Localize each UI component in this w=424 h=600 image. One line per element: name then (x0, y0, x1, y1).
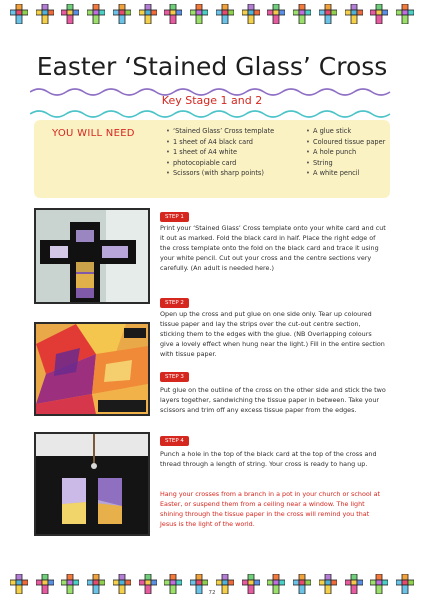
step-4-badge: STEP 4 (160, 436, 189, 446)
stained-glass-cross-icon (293, 4, 311, 24)
step-1-badge: STEP 1 (160, 212, 189, 222)
stained-glass-cross-icon (216, 4, 234, 24)
material-item: • ‘Stained Glass’ Cross template (166, 126, 294, 137)
step-1-photo (34, 208, 150, 304)
material-item: • A glue stick (306, 126, 386, 137)
step-4-text: Punch a hole in the top of the black card at the top of the cross and thread through a length of string. Your cross is ready to hang up. (160, 450, 377, 468)
stained-glass-cross-icon (396, 574, 414, 594)
step-3-badge: STEP 3 (160, 372, 189, 382)
material-item: • Scissors (with sharp points) (166, 168, 294, 179)
stained-glass-cross-icon (396, 4, 414, 24)
stained-glass-cross-icon (36, 4, 54, 24)
stained-glass-cross-icon (345, 4, 363, 24)
stained-glass-cross-icon (10, 4, 28, 24)
stained-glass-cross-icon (87, 574, 105, 594)
stained-glass-cross-icon (164, 574, 182, 594)
bottom-cross-border (0, 574, 424, 596)
step-3-text: Put glue on the outline of the cross on the other side and stick the two layers together, sandwiching the tissue paper in between. Take your scissors and trim off any excess tissue paper from the edges. (160, 386, 386, 414)
materials-list-1 (166, 126, 294, 179)
stained-glass-cross-icon (190, 574, 208, 594)
material-item: • A white pencil (306, 168, 386, 179)
key-stage-subtitle: Key Stage 1 and 2 (161, 94, 263, 107)
step-1-text: Print your ‘Stained Glass’ Cross template onto your white card and cut it out as marked. Fold the black card in half. Place the right edge of the cross template onto the fold on the black card and trace it using your white pencil. Cut out your cross and the centre sections very carefully. (An adult is needed here.) (160, 224, 386, 272)
material-item: • A hole punch (306, 147, 386, 158)
stained-glass-cross-icon (267, 574, 285, 594)
stained-glass-cross-icon (242, 4, 260, 24)
stained-glass-cross-icon (293, 574, 311, 594)
step-2-text: Open up the cross and put glue on one side only. Tear up coloured tissue paper and lay the strips over the cut-out centre section, sticking them to the edges with the glue. (NB Overlapping colours give a lovely effect when hung near the light.) Fill in the entire section with tissue paper. (160, 310, 385, 358)
stained-glass-cross-icon (267, 4, 285, 24)
stained-glass-cross-icon (319, 574, 337, 594)
material-item: • photocopiable card (166, 158, 294, 169)
material-item: • String (306, 158, 386, 169)
stained-glass-cross-icon (190, 4, 208, 24)
page-title: Easter ‘Stained Glass’ Cross (36, 52, 388, 81)
material-item: • 1 sheet of A4 black card (166, 137, 294, 148)
material-item: • Coloured tissue paper (306, 137, 386, 148)
you-will-need-box (34, 120, 390, 198)
stained-glass-cross-icon (242, 574, 260, 594)
materials-list-2 (306, 126, 386, 179)
stained-glass-cross-icon (113, 4, 131, 24)
stained-glass-cross-icon (370, 4, 388, 24)
stained-glass-cross-icon (216, 574, 234, 594)
top-cross-border (0, 4, 424, 26)
stained-glass-cross-icon (370, 574, 388, 594)
stained-glass-cross-icon (164, 4, 182, 24)
stained-glass-cross-icon (319, 4, 337, 24)
stained-glass-cross-icon (61, 4, 79, 24)
stained-glass-cross-icon (87, 4, 105, 24)
stained-glass-cross-icon (36, 574, 54, 594)
step-2-photo (34, 322, 150, 416)
step-4-photo (34, 432, 150, 536)
stained-glass-cross-icon (61, 574, 79, 594)
stained-glass-cross-icon (345, 574, 363, 594)
stained-glass-cross-icon (10, 574, 28, 594)
stained-glass-cross-icon (139, 4, 157, 24)
you-will-need-label: YOU WILL NEED (52, 128, 135, 139)
stained-glass-cross-icon (139, 574, 157, 594)
closing-note: Hang your crosses from a branch in a pot in your church or school at Easter, or suspend them from a ceiling near a window. The light shining through the tissue paper in the cross will remind you that Jesus is the light of the world. (160, 490, 380, 528)
material-item: • 1 sheet of A4 white (166, 147, 294, 158)
step-2-badge: STEP 2 (160, 298, 189, 308)
decorative-wave-bottom (30, 108, 394, 120)
page-number: 72 (208, 590, 216, 596)
stained-glass-cross-icon (113, 574, 131, 594)
